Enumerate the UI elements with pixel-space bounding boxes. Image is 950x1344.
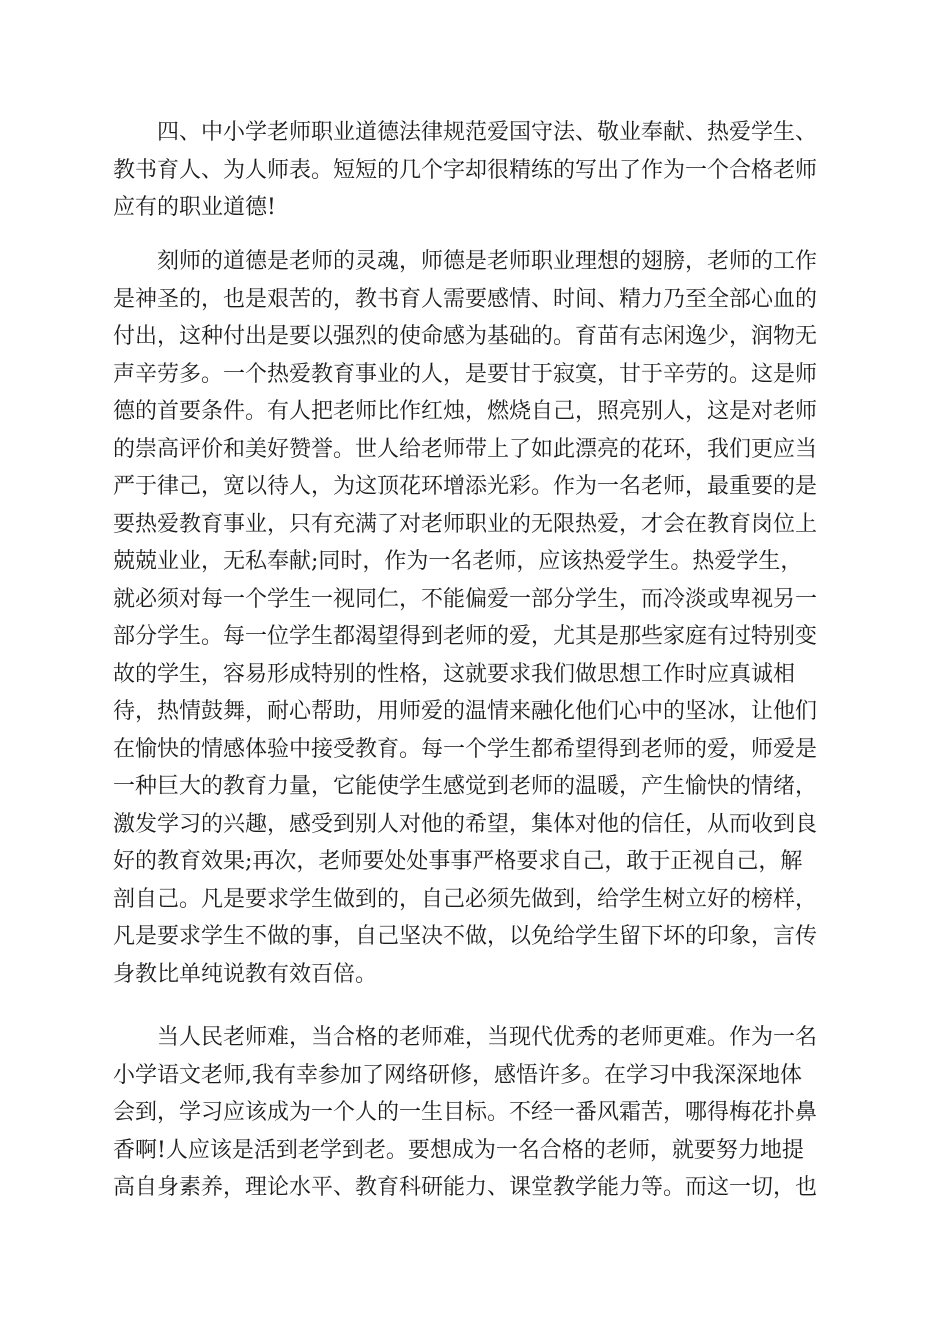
text-line: 兢兢业业，无私奉献;同时，作为一名老师，应该热爱学生。热爱学生， <box>113 549 803 574</box>
text-line: 激发学习的兴趣，感受到别人对他的希望，集体对他的信任，从而收到良 <box>113 811 818 837</box>
text-line: 刻师的道德是老师的灵魂，师德是老师职业理想的翅膀，老师的工作 <box>157 249 818 274</box>
text-line: 故的学生，容易形成特别的性格，这就要求我们做思想工作时应真诚相 <box>113 661 796 687</box>
text-line: 会到，学习应该成为一个人的一生目标。不经一番风霜苦，哪得梅花扑鼻 <box>113 1100 818 1125</box>
text-line: 当人民老师难，当合格的老师难，当现代优秀的老师更难。作为一名 <box>157 1025 818 1050</box>
text-line: 在愉快的情感体验中接受教育。每一个学生都希望得到老师的爱，师爱是 <box>113 736 818 762</box>
text-line: 剖自己。凡是要求学生做到的，自己必须先做到，给学生树立好的榜样， <box>113 886 818 912</box>
text-line: 要热爱教育事业，只有充满了对老师职业的无限热爱，才会在教育岗位上 <box>113 511 818 537</box>
text-line: 严于律己，宽以待人，为这顶花环增添光彩。作为一名老师，最重要的是 <box>113 474 818 499</box>
paragraph-2 <box>113 243 833 993</box>
text-line: 小学语文老师,我有幸参加了网络研修，感悟许多。在学习中我深深地体 <box>113 1062 802 1088</box>
text-line: 好的教育效果;再次，老师要处处事事严格要求自己，敢于正视自己，解 <box>113 849 803 874</box>
text-line: 一种巨大的教育力量，它能使学生感觉到老师的温暖，产生愉快的情绪， <box>113 774 818 799</box>
text-line: 部分学生。每一位学生都渴望得到老师的爱，尤其是那些家庭有过特别变 <box>113 624 818 649</box>
text-line: 应有的职业道德! <box>113 195 276 220</box>
text-line: 德的首要条件。有人把老师比作红烛，燃烧自己，照亮别人，这是对老师 <box>113 399 818 424</box>
text-line: 四、中小学老师职业道德法律规范爱国守法、敬业奉献、热爱学生、 <box>157 120 818 145</box>
text-line: 身教比单纯说教有效百倍。 <box>113 961 378 987</box>
text-line: 是神圣的，也是艰苦的，教书育人需要感情、时间、精力乃至全部心血的 <box>113 286 818 312</box>
text-line: 凡是要求学生不做的事，自己坚决不做，以免给学生留下坏的印象，言传 <box>113 924 818 949</box>
text-line: 待，热情鼓舞，耐心帮助，用师爱的温情来融化他们心中的坚冰，让他们 <box>113 699 818 724</box>
text-line: 付出，这种付出是要以强烈的使命感为基础的。育苗有志闲逸少，润物无 <box>113 324 818 349</box>
text-line: 高自身素养，理论水平、教育科研能力、课堂教学能力等。而这一切，也 <box>113 1175 818 1200</box>
text-line: 就必须对每一个学生一视同仁，不能偏爱一部分学生，而冷淡或卑视另一 <box>113 586 818 612</box>
text-line: 香啊!人应该是活到老学到老。要想成为一名合格的老师，就要努力地提 <box>113 1137 804 1163</box>
text-line: 的崇高评价和美好赞誉。世人给老师带上了如此漂亮的花环，我们更应当 <box>113 436 818 462</box>
text-line: 教书育人、为人师表。短短的几个字却很精练的写出了作为一个合格老师 <box>113 157 818 183</box>
text-line: 声辛劳多。一个热爱教育事业的人，是要甘于寂寞，甘于辛劳的。这是师 <box>113 361 818 387</box>
paragraph-3 <box>113 1019 833 1207</box>
paragraph-1 <box>113 114 833 227</box>
